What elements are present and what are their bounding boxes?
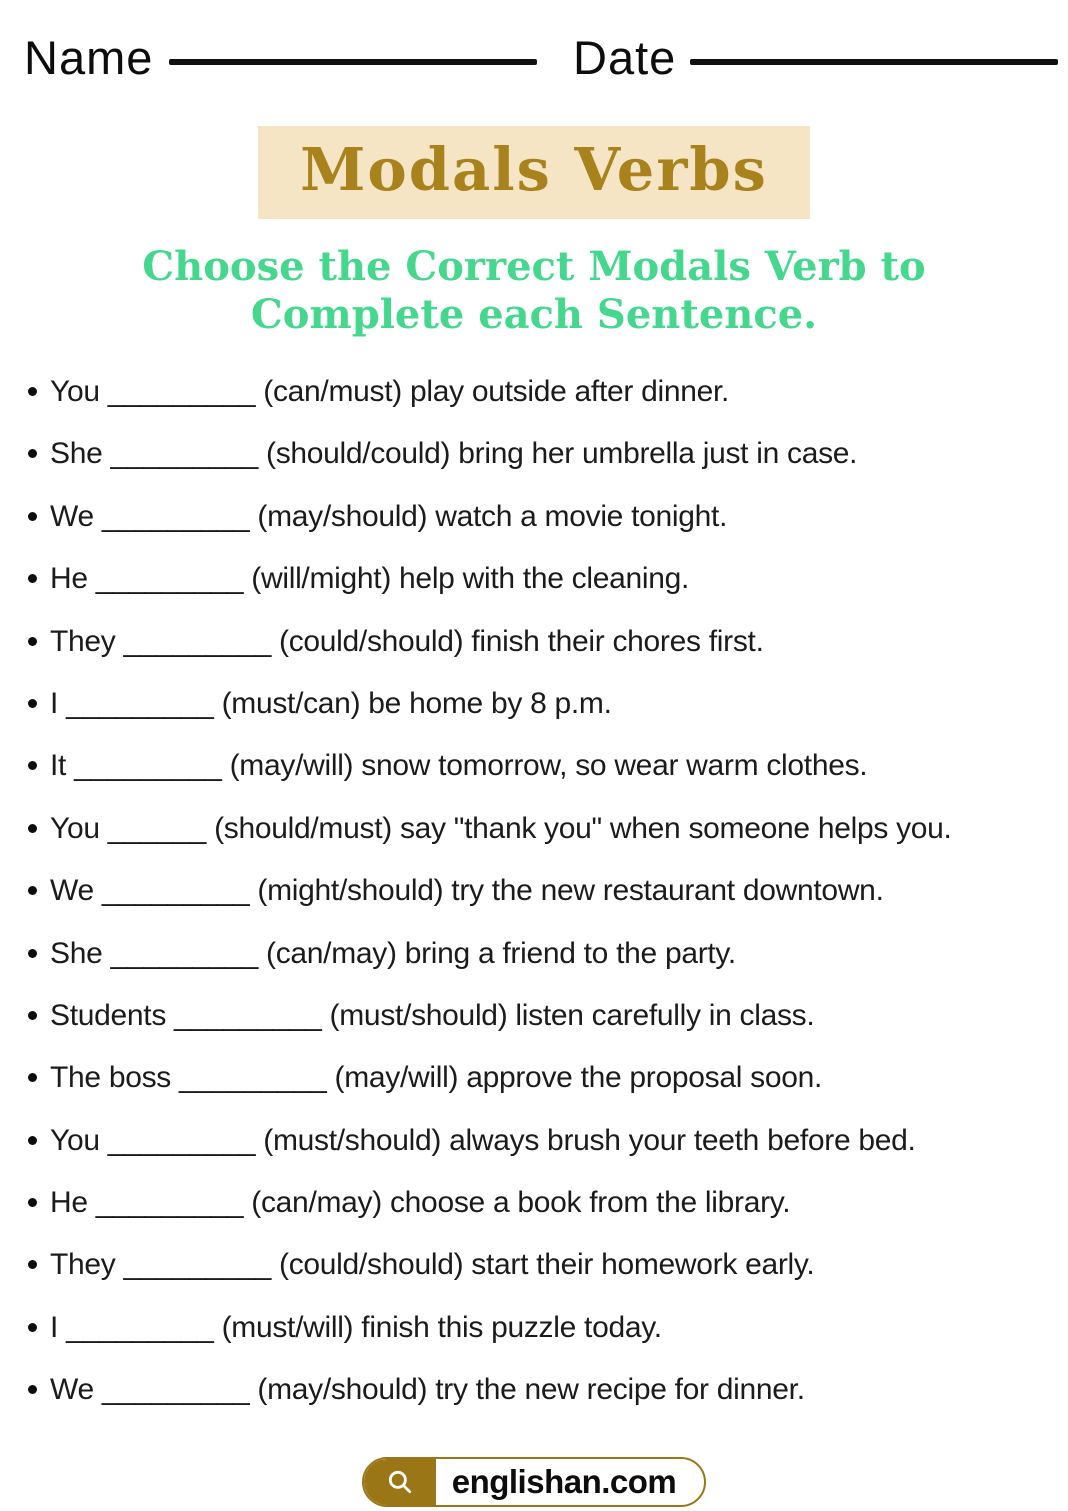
sentence-item <box>28 688 1060 720</box>
bullet-dot-icon <box>28 949 37 958</box>
bullet-dot-icon <box>28 637 37 646</box>
date-fill-line <box>690 59 1058 65</box>
bullet-dot-icon <box>28 761 37 770</box>
sentence-item <box>28 1312 1060 1344</box>
sentence-item <box>28 1125 1060 1157</box>
sentence-text: They _________ (could/should) finish their chores first. <box>50 624 764 658</box>
sentence-text: You _________ (can/must) play outside after dinner. <box>50 375 730 408</box>
sentence-text: He _________ (will/might) help with the cleaning. <box>50 562 690 596</box>
bullet-dot-icon <box>28 387 37 396</box>
sentence-item <box>28 626 1060 658</box>
bullet-dot-icon <box>28 449 37 458</box>
sentence-item <box>28 376 1060 408</box>
bullet-dot-icon <box>28 1136 37 1145</box>
bullet-dot-icon <box>28 886 37 895</box>
site-badge[interactable] <box>362 1457 707 1507</box>
date-label: Date <box>573 30 677 84</box>
sentence-text: I _________ (must/can) be home by 8 p.m. <box>50 686 612 720</box>
sentence-item <box>28 1187 1060 1219</box>
sentence-text: She _________ (can/may) bring a friend to the party. <box>50 936 736 970</box>
bullet-dot-icon <box>28 574 37 583</box>
bullet-dot-icon <box>28 1073 37 1082</box>
sentence-item <box>28 1062 1060 1094</box>
bullet-dot-icon <box>28 824 37 833</box>
sentence-text: Students _________ (must/should) listen carefully in class. <box>50 998 815 1032</box>
sentence-item <box>28 563 1060 595</box>
bullet-dot-icon <box>28 1385 37 1394</box>
instructions: Choose the Correct Modals Verb to Complete each Sentence. <box>142 243 926 338</box>
sentence-text: You ______ (should/must) say "thank you" when someone helps you. <box>50 811 952 845</box>
bullet-dot-icon <box>28 699 37 708</box>
name-label: Name <box>24 30 154 84</box>
site-label: englishan.com <box>451 1463 677 1500</box>
sentence-item <box>28 438 1060 470</box>
sentence-text: We _________ (may/should) try the new recipe for dinner. <box>50 1373 805 1407</box>
bullet-dot-icon <box>28 512 37 521</box>
bullet-dot-icon <box>28 1011 37 1020</box>
sentence-text: He _________ (can/may) choose a book from the library. <box>50 1186 791 1220</box>
sentence-item <box>28 501 1060 533</box>
title-wrap <box>0 126 1068 219</box>
name-fill-line <box>169 59 537 65</box>
sentence-text: The boss _________ (may/will) approve the proposal soon. <box>50 1061 823 1095</box>
search-icon <box>364 1459 436 1505</box>
sentence-text: She _________ (should/could) bring her umbrella just in case. <box>50 437 858 471</box>
sentence-text: We _________ (may/should) watch a movie tonight. <box>50 499 728 533</box>
page-title: Modals Verbs <box>258 126 810 219</box>
bullet-dot-icon <box>28 1198 37 1207</box>
bullet-dot-icon <box>28 1323 37 1332</box>
sentence-item <box>28 1374 1060 1406</box>
footer <box>0 1457 1068 1507</box>
sentence-text: You _________ (must/should) always brush your teeth before bed. <box>50 1123 916 1157</box>
sentence-text: It _________ (may/will) snow tomorrow, so wear warm clothes. <box>50 749 868 783</box>
sentence-item <box>28 875 1060 907</box>
sentence-list <box>0 376 1068 1407</box>
sentence-item <box>28 938 1060 970</box>
sentence-item <box>28 1249 1060 1281</box>
sentence-item <box>28 813 1060 845</box>
sentence-text: They _________ (could/should) start their homework early. <box>50 1248 815 1282</box>
bullet-dot-icon <box>28 1260 37 1269</box>
sentence-item <box>28 750 1060 782</box>
header <box>0 0 1068 88</box>
sentence-text: I _________ (must/will) finish this puzzle today. <box>50 1310 662 1344</box>
sentence-item <box>28 1000 1060 1032</box>
sentence-text: We _________ (might/should) try the new restaurant downtown. <box>50 874 884 908</box>
